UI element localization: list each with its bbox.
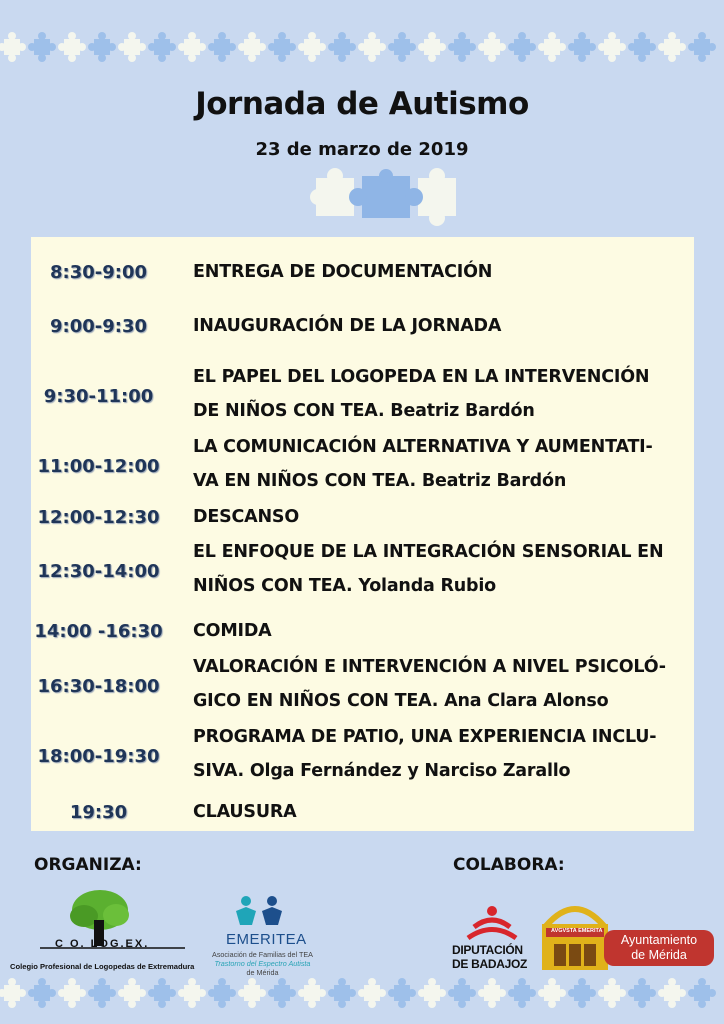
puzzle-piece-icon [448,978,476,1008]
puzzle-piece-icon [478,978,506,1008]
schedule-description-line: GICO EN NIÑOS CON TEA. Ana Clara Alonso [193,691,609,711]
schedule-description [193,535,688,603]
schedule-time: 9:30-11:00 [43,386,154,407]
puzzle-piece-icon [118,978,146,1008]
schedule-time: 18:00-19:30 [37,746,160,767]
puzzle-piece-icon [178,32,206,62]
puzzle-piece-icon [448,32,476,62]
schedule-description-line: LA COMUNICACIÓN ALTERNATIVA Y AUMENTATI- [193,437,653,457]
puzzle-piece-icon [538,978,566,1008]
puzzle-piece-icon [238,32,266,62]
emeritea-line3: de Mérida [246,968,279,977]
schedule-description [193,430,688,498]
puzzle-piece-icon [58,978,86,1008]
puzzle-piece-icon [178,978,206,1008]
puzzle-piece-icon [358,32,386,62]
puzzle-piece-icon [298,978,326,1008]
schedule-description [193,255,688,289]
schedule-description [193,650,688,718]
organiza-label: ORGANIZA: [34,855,142,875]
schedule-description-line: INAUGURACIÓN DE LA JORNADA [193,316,502,336]
page-title: Jornada de Autismo [195,86,529,122]
puzzle-piece-icon [88,32,116,62]
puzzle-piece-icon [208,32,236,62]
schedule-description-line: DE NIÑOS CON TEA. Beatriz Bardón [193,401,535,421]
puzzle-piece-icon [508,978,536,1008]
diputacion-line2: DE BADAJOZ [452,957,528,971]
emeritea-logo [200,893,320,983]
puzzle-piece-icon [538,32,566,62]
puzzle-piece-icon [418,32,446,62]
puzzle-piece-icon [658,978,686,1008]
diputacion-line1: DIPUTACIÓN [452,943,523,957]
puzzle-piece-icon [28,978,56,1008]
schedule-time: 8:30-9:00 [49,262,147,283]
puzzle-piece-icon [328,978,356,1008]
merida-line1: Ayuntamiento [620,933,698,947]
emeritea-line2: Trastorno del Espectro Autista [214,959,311,968]
schedule-time: 12:00-12:30 [37,507,160,528]
puzzle-piece-icon [148,978,176,1008]
emeritea-line1: Asociación de Familias del TEA [212,950,313,959]
puzzle-piece-icon [88,978,116,1008]
people-puzzle-icon [200,893,320,933]
top-puzzle-border [0,30,724,64]
schedule-description-line: DESCANSO [193,507,299,527]
schedule-time: 12:30-14:00 [37,561,160,582]
schedule-description-line: EL PAPEL DEL LOGOPEDA EN LA INTERVENCIÓN [193,367,650,387]
merida-arch-text: AVGVSTA EMERITA [551,928,603,934]
puzzle-piece-icon [388,978,416,1008]
schedule-description [193,309,688,343]
puzzle-piece-icon [118,32,146,62]
puzzle-piece-icon [688,978,716,1008]
puzzle-piece-icon [568,32,596,62]
schedule-panel [31,237,694,831]
ayuntamiento-badge [604,930,714,966]
schedule-description-line: NIÑOS CON TEA. Yolanda Rubio [193,576,496,596]
schedule-description-line: ENTREGA DE DOCUMENTACIÓN [193,262,493,282]
puzzle-piece-icon [358,978,386,1008]
puzzle-piece-icon [598,32,626,62]
puzzle-piece-icon [268,32,296,62]
diputacion-emblem-icon [450,905,535,941]
schedule-time: 16:30-18:00 [37,676,160,697]
schedule-time: 9:00-9:30 [49,316,147,337]
schedule-description [193,614,688,648]
puzzle-piece-icon [238,978,266,1008]
puzzle-piece-icon [298,32,326,62]
schedule-time: 19:30 [69,802,128,823]
schedule-description [193,360,688,428]
schedule-description-line: CLAUSURA [193,802,297,822]
schedule-description [193,795,688,829]
schedule-description-line: EL ENFOQUE DE LA INTEGRACIÓN SENSORIAL EN [193,542,664,562]
puzzle-piece-icon [598,978,626,1008]
puzzle-piece-icon [28,32,56,62]
cologex-subtitle: Colegio Profesional de Logopedas de Extremadura [10,962,195,971]
merida-arch-icon [540,898,610,970]
schedule-time: 11:00-12:00 [37,456,160,477]
schedule-description [193,500,688,534]
puzzle-piece-icon [628,32,656,62]
puzzle-piece-icon [508,32,536,62]
puzzle-piece-icon [0,978,26,1008]
event-date: 23 de marzo de 2019 [255,139,469,160]
merida-line2: de Mérida [631,948,687,962]
schedule-description-line: PROGRAMA DE PATIO, UNA EXPERIENCIA INCLU- [193,727,657,747]
puzzle-piece-icon [0,32,26,62]
ayuntamiento-merida-logo [540,898,715,970]
schedule-description-line: SIVA. Olga Fernández y Narciso Zarallo [193,761,571,781]
schedule-description [193,720,688,788]
schedule-time: 14:00 -16:30 [34,621,163,642]
colabora-label: COLABORA: [453,855,565,875]
schedule-description-line: VA EN NIÑOS CON TEA. Beatriz Bardón [193,471,567,491]
puzzle-piece-icon [328,32,356,62]
cologex-logo [10,888,210,973]
puzzle-piece-icon [388,32,416,62]
puzzle-piece-icon [658,32,686,62]
schedule-description-line: VALORACIÓN E INTERVENCIÓN A NIVEL PSICOLÓ- [193,657,666,677]
puzzle-piece-icon [208,978,236,1008]
puzzle-piece-icon [58,32,86,62]
puzzle-piece-icon [478,32,506,62]
puzzle-piece-icon [148,32,176,62]
cologex-name: C O. LOG.EX. [55,938,150,950]
puzzle-pieces-icon [308,164,464,232]
puzzle-piece-icon [418,978,446,1008]
diputacion-logo [450,905,535,975]
puzzle-piece-icon [568,978,596,1008]
puzzle-piece-icon [628,978,656,1008]
bottom-puzzle-border [0,976,724,1010]
schedule-description-line: COMIDA [193,621,272,641]
puzzle-piece-icon [268,978,296,1008]
puzzle-piece-icon [688,32,716,62]
emeritea-name: EMERITEA [226,931,307,948]
